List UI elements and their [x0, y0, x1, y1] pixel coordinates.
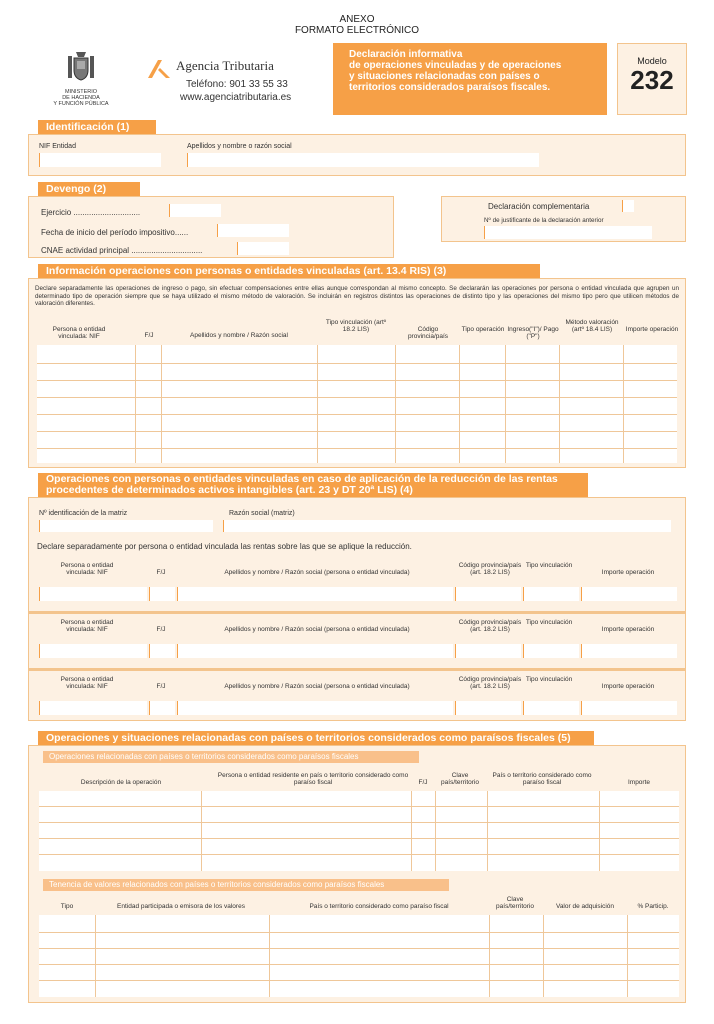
- s4b-codigo-field[interactable]: [455, 644, 521, 658]
- s3-col-divider: [161, 345, 162, 463]
- s4a-nif-field[interactable]: [39, 587, 147, 601]
- s4b-nif-field[interactable]: [39, 644, 147, 658]
- s5a-col-divider: [435, 791, 436, 871]
- cnae-field[interactable]: [237, 242, 289, 255]
- s4-block-divider: [29, 668, 685, 671]
- name-field[interactable]: [187, 153, 539, 167]
- s3-row-divider: [37, 380, 677, 381]
- s5a-col-fj: F/J: [418, 779, 428, 786]
- ejercicio-label: Ejercicio ..............................: [41, 208, 141, 217]
- s5b-col-divider: [269, 915, 270, 997]
- s4b-fj-field[interactable]: [149, 644, 175, 658]
- s5a-col-clave: Clave país/territorio: [441, 772, 479, 786]
- s5b-row-divider: [39, 948, 679, 949]
- ministry-text: MINISTERIO DE HACIENDA Y FUNCIÓN PÚBLICA: [53, 89, 109, 107]
- name-label: Apellidos y nombre o razón social: [187, 143, 292, 150]
- s3-col-divider: [459, 345, 460, 463]
- s3-col-fj: F/J: [144, 332, 154, 339]
- identificacion-panel: [28, 134, 686, 176]
- section3-panel: [28, 278, 686, 468]
- s4b-col-name: Apellidos y nombre / Razón social (persona o entidad vinculada): [224, 626, 410, 633]
- s5b-col-tipo: Tipo: [60, 903, 74, 910]
- s4c-col-nif: Persona o entidad vinculada: NIF: [60, 676, 114, 690]
- s3-col-metodo: Método valoración (artº 18.4 LIS): [565, 319, 619, 333]
- s5b-col-particip: % Particip.: [637, 903, 669, 910]
- s3-col-nif: Persona o entidad vinculada: NIF: [52, 326, 106, 340]
- s3-row-divider: [37, 397, 677, 398]
- s3-col-divider: [559, 345, 560, 463]
- matriz-nif-label: Nº identificación de la matriz: [39, 510, 128, 517]
- s5a-col-persona: Persona o entidad residente en país o territorio considerado como paraíso fiscal: [217, 772, 409, 786]
- agency-logo-icon: [146, 58, 172, 80]
- s4c-col-tipo: Tipo vinculación: [525, 676, 573, 683]
- modelo-number: 232: [630, 65, 674, 95]
- devengo-panel: [28, 196, 394, 258]
- s4a-codigo-field[interactable]: [455, 587, 521, 601]
- s5b-col-divider: [543, 915, 544, 997]
- annex-line1: ANEXO: [339, 14, 375, 25]
- agency-website: www.agenciatributaria.es: [180, 92, 292, 103]
- s3-col-divider: [505, 345, 506, 463]
- section3-paragraph: Declare separadamente las operaciones de ingreso o pago, sin efectuar compensaciones entre ellas aunque correspondan al mismo concepto. Se declararán las operaciones por persona o entidad vinculada que agrupen un determinado tipo de operación siempre que se haya utilizado el mismo método de valoración. Se incluirán en registros distintos las operaciones de distinto tipo y las operaciones del mismo tipo pero que utilicen métodos de valoración diferentes.: [35, 285, 679, 308]
- s4b-col-importe: Importe operación: [601, 626, 655, 633]
- s4b-col-codigo: Código provincia/país (art. 18.2 LIS): [458, 619, 522, 633]
- justificante-label: Nº de justificante de la declaración anterior: [484, 217, 604, 224]
- s4b-tipo-field[interactable]: [523, 644, 579, 658]
- complementaria-checkbox[interactable]: [622, 200, 634, 212]
- s4c-codigo-field[interactable]: [455, 701, 521, 715]
- s3-row-divider: [37, 431, 677, 432]
- s4a-name-field[interactable]: [177, 587, 453, 601]
- s5a-table-body[interactable]: [39, 791, 679, 871]
- s5a-row-divider: [39, 838, 679, 839]
- matriz-nif-field[interactable]: [39, 520, 213, 532]
- s4c-col-name: Apellidos y nombre / Razón social (persona o entidad vinculada): [224, 683, 410, 690]
- s4a-col-importe: Importe operación: [601, 569, 655, 576]
- identificacion-header: Identificación (1): [38, 120, 156, 134]
- section5-header: Operaciones y situaciones relacionadas con países o territorios considerados como paraísos fiscales (5): [38, 731, 594, 745]
- s5b-col-divider: [489, 915, 490, 997]
- section5-panel: [28, 745, 686, 1003]
- declaration-title-box: Declaración informativa de operaciones vinculadas y de operaciones y situaciones relacionadas con países o territorios considerados paraísos fiscales.: [333, 43, 607, 115]
- ministry-logo: [50, 48, 112, 114]
- annex-title: [0, 14, 714, 36]
- s3-row-divider: [37, 414, 677, 415]
- s4b-col-tipo: Tipo vinculación: [525, 619, 573, 626]
- matriz-name-label: Razón social (matriz): [229, 510, 295, 517]
- s5a-row-divider: [39, 854, 679, 855]
- nif-field[interactable]: [39, 153, 161, 167]
- s5b-row-divider: [39, 980, 679, 981]
- s5b-col-divider: [95, 915, 96, 997]
- s4a-col-codigo: Código provincia/país (art. 18.2 LIS): [458, 562, 522, 576]
- s4a-fj-field[interactable]: [149, 587, 175, 601]
- s4a-tipo-field[interactable]: [523, 587, 579, 601]
- s3-col-ingreso-pago: Ingreso("I")/ Pago ("P"): [507, 326, 559, 340]
- s5-sub2-header: Tenencia de valores relacionados con países o territorios considerados como paraísos fiscales: [43, 879, 449, 891]
- s5a-col-divider: [411, 791, 412, 871]
- s4b-col-fj: F/J: [156, 626, 166, 633]
- agency-phone: Teléfono: 901 33 55 33: [186, 79, 288, 90]
- annex-line2: FORMATO ELECTRÓNICO: [294, 25, 420, 36]
- section4-header: Operaciones con personas o entidades vinculadas en caso de aplicación de la reducción de las rentas procedentes de determinados activos intangibles (art. 23 y DT 20ª LIS) (4): [38, 473, 588, 497]
- s4c-col-importe: Importe operación: [601, 683, 655, 690]
- s3-col-divider: [135, 345, 136, 463]
- complementaria-label: Declaración complementaria: [488, 202, 590, 211]
- s4c-col-fj: F/J: [156, 683, 166, 690]
- s4a-col-tipo: Tipo vinculación: [525, 562, 573, 569]
- section4-instruction: Declare separadamente por persona o entidad vinculada las rentas sobre las que se aplique la reducción.: [37, 542, 412, 551]
- s5a-col-pais: País o territorio considerado como paraíso fiscal: [492, 772, 592, 786]
- s5b-row-divider: [39, 964, 679, 965]
- s4b-name-field[interactable]: [177, 644, 453, 658]
- s4a-col-nif: Persona o entidad vinculada: NIF: [60, 562, 114, 576]
- s5-sub1-header: Operaciones relacionadas con países o territorios considerados como paraísos fiscales: [43, 751, 419, 763]
- s5a-col-importe: Importe: [627, 779, 651, 786]
- section3-header: Información operaciones con personas o entidades vinculadas (art. 13.4 RIS) (3): [38, 264, 540, 278]
- s5b-row-divider: [39, 932, 679, 933]
- s3-row-divider: [37, 363, 677, 364]
- s3-col-divider: [317, 345, 318, 463]
- s5b-col-valor: Valor de adquisición: [555, 903, 615, 910]
- s3-row-divider: [37, 448, 677, 449]
- s4c-name-field[interactable]: [177, 701, 453, 715]
- complementaria-panel: [441, 196, 686, 242]
- s4a-col-fj: F/J: [156, 569, 166, 576]
- s4c-nif-field[interactable]: [39, 701, 147, 715]
- s4c-importe-field[interactable]: [581, 701, 677, 715]
- agency-name: Agencia Tributaria: [176, 58, 274, 73]
- devengo-header: Devengo (2): [38, 182, 140, 196]
- s4c-fj-field[interactable]: [149, 701, 175, 715]
- s4c-col-codigo: Código provincia/país (art. 18.2 LIS): [458, 676, 522, 690]
- matriz-name-field[interactable]: [223, 520, 671, 532]
- s5b-col-pais: País o territorio considerado como paraíso fiscal: [309, 903, 449, 910]
- modelo-box: [617, 43, 687, 115]
- s5a-col-divider: [599, 791, 600, 871]
- coat-of-arms-icon: [64, 48, 98, 84]
- s4a-importe-field[interactable]: [581, 587, 677, 601]
- cnae-label: CNAE actividad principal ................................: [41, 246, 203, 255]
- s5a-col-divider: [487, 791, 488, 871]
- agency-block: [146, 52, 326, 112]
- s3-col-importe: Importe operación: [625, 326, 679, 333]
- s5a-col-desc: Descripción de la operación: [80, 779, 162, 786]
- justificante-field[interactable]: [484, 226, 652, 239]
- s3-col-divider: [395, 345, 396, 463]
- s4-block-divider: [29, 611, 685, 614]
- s5a-col-divider: [201, 791, 202, 871]
- s3-col-tipo-vinc: Tipo vinculación (artº 18.2 LIS): [325, 319, 387, 333]
- nif-label: NIF Entidad: [39, 143, 76, 150]
- s3-col-name: Apellidos y nombre / Razón social: [190, 332, 288, 339]
- s5b-col-clave: Clave país/territorio: [496, 896, 534, 910]
- s4a-col-name: Apellidos y nombre / Razón social (persona o entidad vinculada): [224, 569, 410, 576]
- s4c-tipo-field[interactable]: [523, 701, 579, 715]
- s4b-col-nif: Persona o entidad vinculada: NIF: [60, 619, 114, 633]
- s3-col-tipo-op: Tipo operación: [461, 326, 505, 333]
- fecha-field[interactable]: [217, 224, 289, 237]
- s5b-table-body[interactable]: [39, 915, 679, 997]
- s3-col-divider: [623, 345, 624, 463]
- s3-col-codigo: Código provincia/país: [407, 326, 449, 340]
- fecha-label: Fecha de inicio del período impositivo......: [41, 228, 189, 237]
- s5b-col-divider: [627, 915, 628, 997]
- s5a-row-divider: [39, 822, 679, 823]
- section4-panel: [28, 497, 686, 721]
- s4b-importe-field[interactable]: [581, 644, 677, 658]
- s5b-col-entidad: Entidad participada o emisora de los valores: [117, 903, 245, 910]
- s5a-row-divider: [39, 806, 679, 807]
- ejercicio-field[interactable]: [169, 204, 221, 217]
- modelo-label: Modelo: [637, 56, 667, 66]
